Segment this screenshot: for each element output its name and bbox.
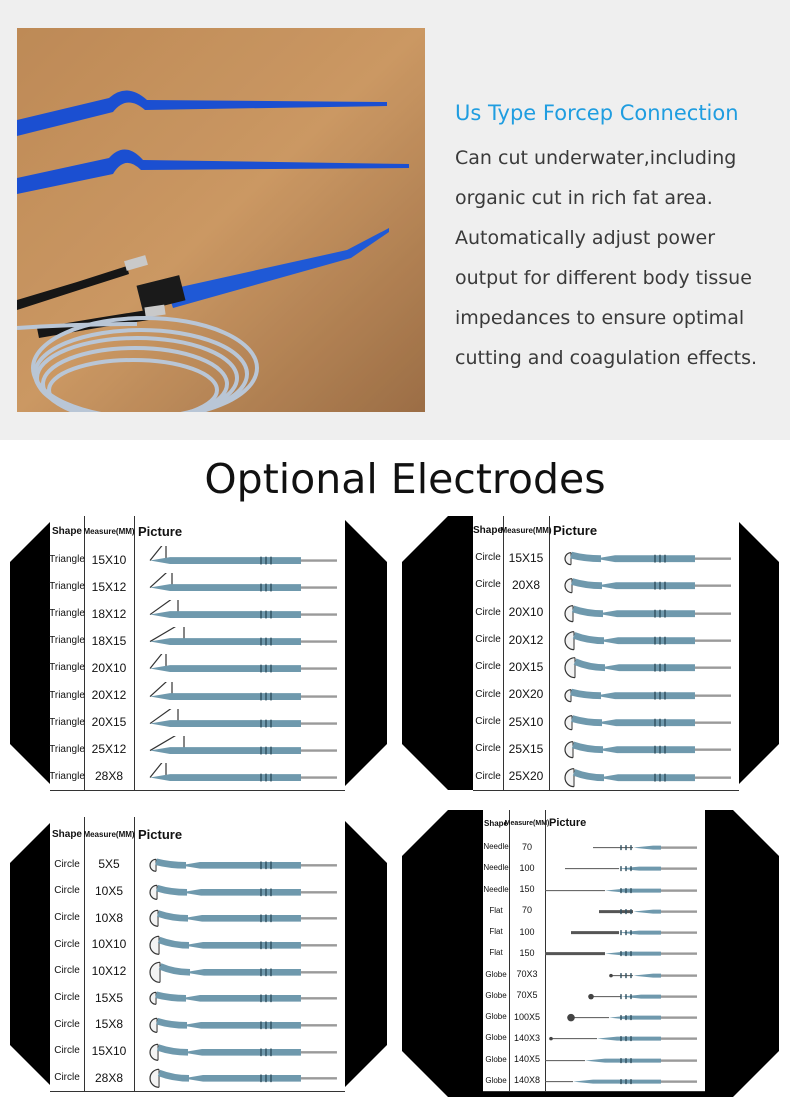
row-shape: Circle (473, 763, 504, 790)
row-measure: 10X5 (84, 878, 135, 905)
row-measure: 15X15 (503, 544, 550, 571)
table-row (483, 1006, 705, 1028)
electrode-triangle-icon (134, 763, 345, 790)
header-picture: Picture (138, 826, 183, 842)
electrode-triangle-icon (134, 682, 345, 709)
row-shape: Needle (483, 879, 510, 900)
electrode-globe-icon (545, 1070, 705, 1091)
feature-line: output for different body tissue (455, 267, 752, 289)
table-row (483, 964, 705, 986)
row-measure: 10X8 (84, 904, 135, 931)
row-shape: Circle (50, 1064, 85, 1091)
electrode-circle-icon (134, 1064, 345, 1091)
table-row (483, 900, 705, 922)
row-measure: 15X5 (84, 984, 135, 1011)
row-shape: Globe (483, 1027, 510, 1048)
electrode-circle-icon (134, 851, 345, 878)
table-row (483, 985, 705, 1007)
table-row (50, 851, 345, 879)
electrode-triangle-icon (134, 736, 345, 763)
electrode-globe-icon (545, 1027, 705, 1048)
table-row (50, 1064, 345, 1092)
electrode-flat-icon (545, 900, 705, 921)
feature-title: Us Type Forcep Connection (455, 101, 739, 125)
header-shape: Shape (473, 516, 504, 544)
row-shape: Triangle (50, 546, 85, 573)
row-measure: 25X12 (84, 736, 135, 763)
table-row (50, 627, 345, 655)
row-measure: 28X8 (84, 1064, 135, 1091)
row-measure: 15X12 (84, 573, 135, 600)
row-measure: 100X5 (509, 1006, 546, 1027)
row-measure: 70X3 (509, 964, 546, 985)
product-feature-section (0, 0, 790, 440)
table-row (483, 879, 705, 901)
electrode-circle-icon (134, 904, 345, 931)
table-row (473, 599, 739, 627)
header-picture: Picture (549, 817, 587, 829)
row-measure: 140X5 (509, 1049, 546, 1070)
electrode-table-panel (10, 516, 387, 790)
row-measure: 20X8 (503, 571, 550, 598)
electrode-flat-icon (545, 942, 705, 963)
table-row (483, 1070, 705, 1092)
row-shape: Circle (473, 626, 504, 653)
electrode-needle-icon (545, 836, 705, 857)
table-row (473, 626, 739, 654)
row-shape: Globe (483, 964, 510, 985)
table-row (50, 931, 345, 959)
forcep-connection-photo (17, 28, 425, 412)
row-measure: 150 (509, 879, 546, 900)
header-picture: Picture (553, 522, 598, 538)
row-shape: Needle (483, 836, 510, 857)
row-shape: Triangle (50, 600, 85, 627)
electrode-triangle-icon (134, 709, 345, 736)
table-row (50, 709, 345, 737)
electrode-circle-icon (134, 1011, 345, 1038)
feature-line: Can cut underwater,including (455, 147, 737, 169)
row-shape: Triangle (50, 736, 85, 763)
header-shape: Shape (50, 516, 85, 546)
row-shape: Circle (473, 735, 504, 762)
table-row (50, 763, 345, 791)
row-shape: Globe (483, 985, 510, 1006)
electrode-needle-icon (545, 857, 705, 878)
row-measure: 5X5 (84, 851, 135, 878)
electrode-triangle-icon (134, 654, 345, 681)
table-header (50, 516, 345, 547)
row-shape: Circle (473, 544, 504, 571)
row-measure: 20X12 (84, 682, 135, 709)
row-shape: Globe (483, 1070, 510, 1091)
row-shape: Circle (473, 571, 504, 598)
row-measure: 100 (509, 857, 546, 878)
row-shape: Circle (473, 681, 504, 708)
table-row (50, 878, 345, 906)
table-row (50, 654, 345, 682)
row-measure: 15X10 (84, 546, 135, 573)
section-title: Optional Electrodes (204, 455, 606, 503)
table-row (483, 857, 705, 879)
table-row (483, 836, 705, 858)
electrode-globe-icon (545, 1006, 705, 1027)
row-measure: 150 (509, 942, 546, 963)
electrode-triangle-icon (134, 546, 345, 573)
electrode-triangle-icon (134, 600, 345, 627)
table-row (50, 1038, 345, 1066)
electrode-circle-icon (549, 626, 739, 653)
electrode-circle-icon (549, 653, 739, 680)
row-shape: Globe (483, 1049, 510, 1070)
row-measure: 20X20 (503, 681, 550, 708)
table-row (483, 921, 705, 943)
electrode-globe-icon (545, 1049, 705, 1070)
row-shape: Needle (483, 857, 510, 878)
table-row (473, 544, 739, 572)
electrode-circle-icon (549, 681, 739, 708)
row-shape: Circle (50, 931, 85, 958)
electrode-table-panel (402, 516, 779, 790)
row-measure: 15X10 (84, 1038, 135, 1065)
row-shape: Triangle (50, 682, 85, 709)
row-measure: 20X15 (503, 653, 550, 680)
electrode-table (50, 516, 345, 790)
table-row (50, 600, 345, 628)
table-header (50, 817, 345, 852)
electrode-needle-icon (545, 879, 705, 900)
table-row (50, 736, 345, 764)
header-picture: Picture (138, 523, 183, 539)
row-measure: 25X15 (503, 735, 550, 762)
table-row (50, 573, 345, 601)
table-row (50, 546, 345, 574)
header-measure: Measure(MM) (84, 516, 135, 546)
table-row (483, 1049, 705, 1071)
row-measure: 70 (509, 836, 546, 857)
row-shape: Circle (50, 1011, 85, 1038)
electrode-triangle-icon (134, 573, 345, 600)
row-measure: 140X3 (509, 1027, 546, 1048)
electrode-circle-icon (549, 544, 739, 571)
row-measure: 25X20 (503, 763, 550, 790)
table-row (473, 763, 739, 791)
row-measure: 25X10 (503, 708, 550, 735)
row-measure: 70X5 (509, 985, 546, 1006)
row-shape: Circle (50, 1038, 85, 1065)
row-shape: Flat (483, 921, 510, 942)
electrode-globe-icon (545, 964, 705, 985)
electrode-circle-icon (549, 708, 739, 735)
electrode-circle-icon (134, 958, 345, 985)
header-shape: Shape (483, 810, 510, 836)
table-header (483, 810, 705, 837)
row-measure: 140X8 (509, 1070, 546, 1091)
electrode-circle-icon (549, 735, 739, 762)
electrode-circle-icon (549, 571, 739, 598)
electrode-circle-icon (134, 878, 345, 905)
table-row (50, 984, 345, 1012)
row-shape: Circle (473, 599, 504, 626)
feature-line: organic cut in rich fat area. (455, 187, 713, 209)
row-shape: Circle (473, 653, 504, 680)
electrode-circle-icon (549, 763, 739, 790)
electrode-circle-icon (549, 599, 739, 626)
row-shape: Circle (50, 904, 85, 931)
electrode-table-panel (10, 817, 387, 1091)
row-shape: Circle (50, 958, 85, 985)
row-measure: 20X10 (503, 599, 550, 626)
header-shape: Shape (50, 817, 85, 851)
electrode-table-panel (402, 810, 779, 1097)
row-shape: Circle (473, 708, 504, 735)
electrode-flat-icon (545, 921, 705, 942)
row-measure: 18X12 (84, 600, 135, 627)
header-measure: Measure(MM) (84, 817, 135, 851)
table-row (473, 735, 739, 763)
row-measure: 18X15 (84, 627, 135, 654)
row-shape: Triangle (50, 627, 85, 654)
table-row (483, 1027, 705, 1049)
row-measure: 28X8 (84, 763, 135, 790)
row-measure: 10X10 (84, 931, 135, 958)
table-row (483, 942, 705, 964)
table-row (473, 708, 739, 736)
feature-line: Automatically adjust power (455, 227, 716, 249)
feature-description (455, 144, 757, 384)
row-shape: Triangle (50, 654, 85, 681)
row-shape: Flat (483, 900, 510, 921)
electrode-table (473, 516, 739, 790)
table-row (50, 958, 345, 986)
row-measure: 70 (509, 900, 546, 921)
header-measure: Measure(MM) (503, 516, 550, 544)
electrode-circle-icon (134, 931, 345, 958)
electrode-globe-icon (545, 985, 705, 1006)
header-measure: Measure(MM) (509, 810, 546, 836)
row-measure: 10X12 (84, 958, 135, 985)
feature-line: cutting and coagulation effects. (455, 347, 758, 369)
row-measure: 15X8 (84, 1011, 135, 1038)
table-header (473, 516, 739, 545)
row-shape: Circle (50, 878, 85, 905)
table-row (473, 653, 739, 681)
table-row (473, 571, 739, 599)
electrode-circle-icon (134, 984, 345, 1011)
row-measure: 20X12 (503, 626, 550, 653)
row-shape: Triangle (50, 709, 85, 736)
row-shape: Triangle (50, 763, 85, 790)
table-row (50, 904, 345, 932)
table-row (50, 1011, 345, 1039)
row-measure: 20X10 (84, 654, 135, 681)
row-shape: Flat (483, 942, 510, 963)
row-measure: 20X15 (84, 709, 135, 736)
electrode-table (483, 810, 705, 1091)
row-shape: Triangle (50, 573, 85, 600)
row-shape: Globe (483, 1006, 510, 1027)
feature-line: impedances to ensure optimal (455, 307, 745, 329)
row-shape: Circle (50, 851, 85, 878)
electrode-triangle-icon (134, 627, 345, 654)
electrode-circle-icon (134, 1038, 345, 1065)
row-shape: Circle (50, 984, 85, 1011)
row-measure: 100 (509, 921, 546, 942)
electrode-table (50, 817, 345, 1091)
table-row (473, 681, 739, 709)
table-row (50, 682, 345, 710)
